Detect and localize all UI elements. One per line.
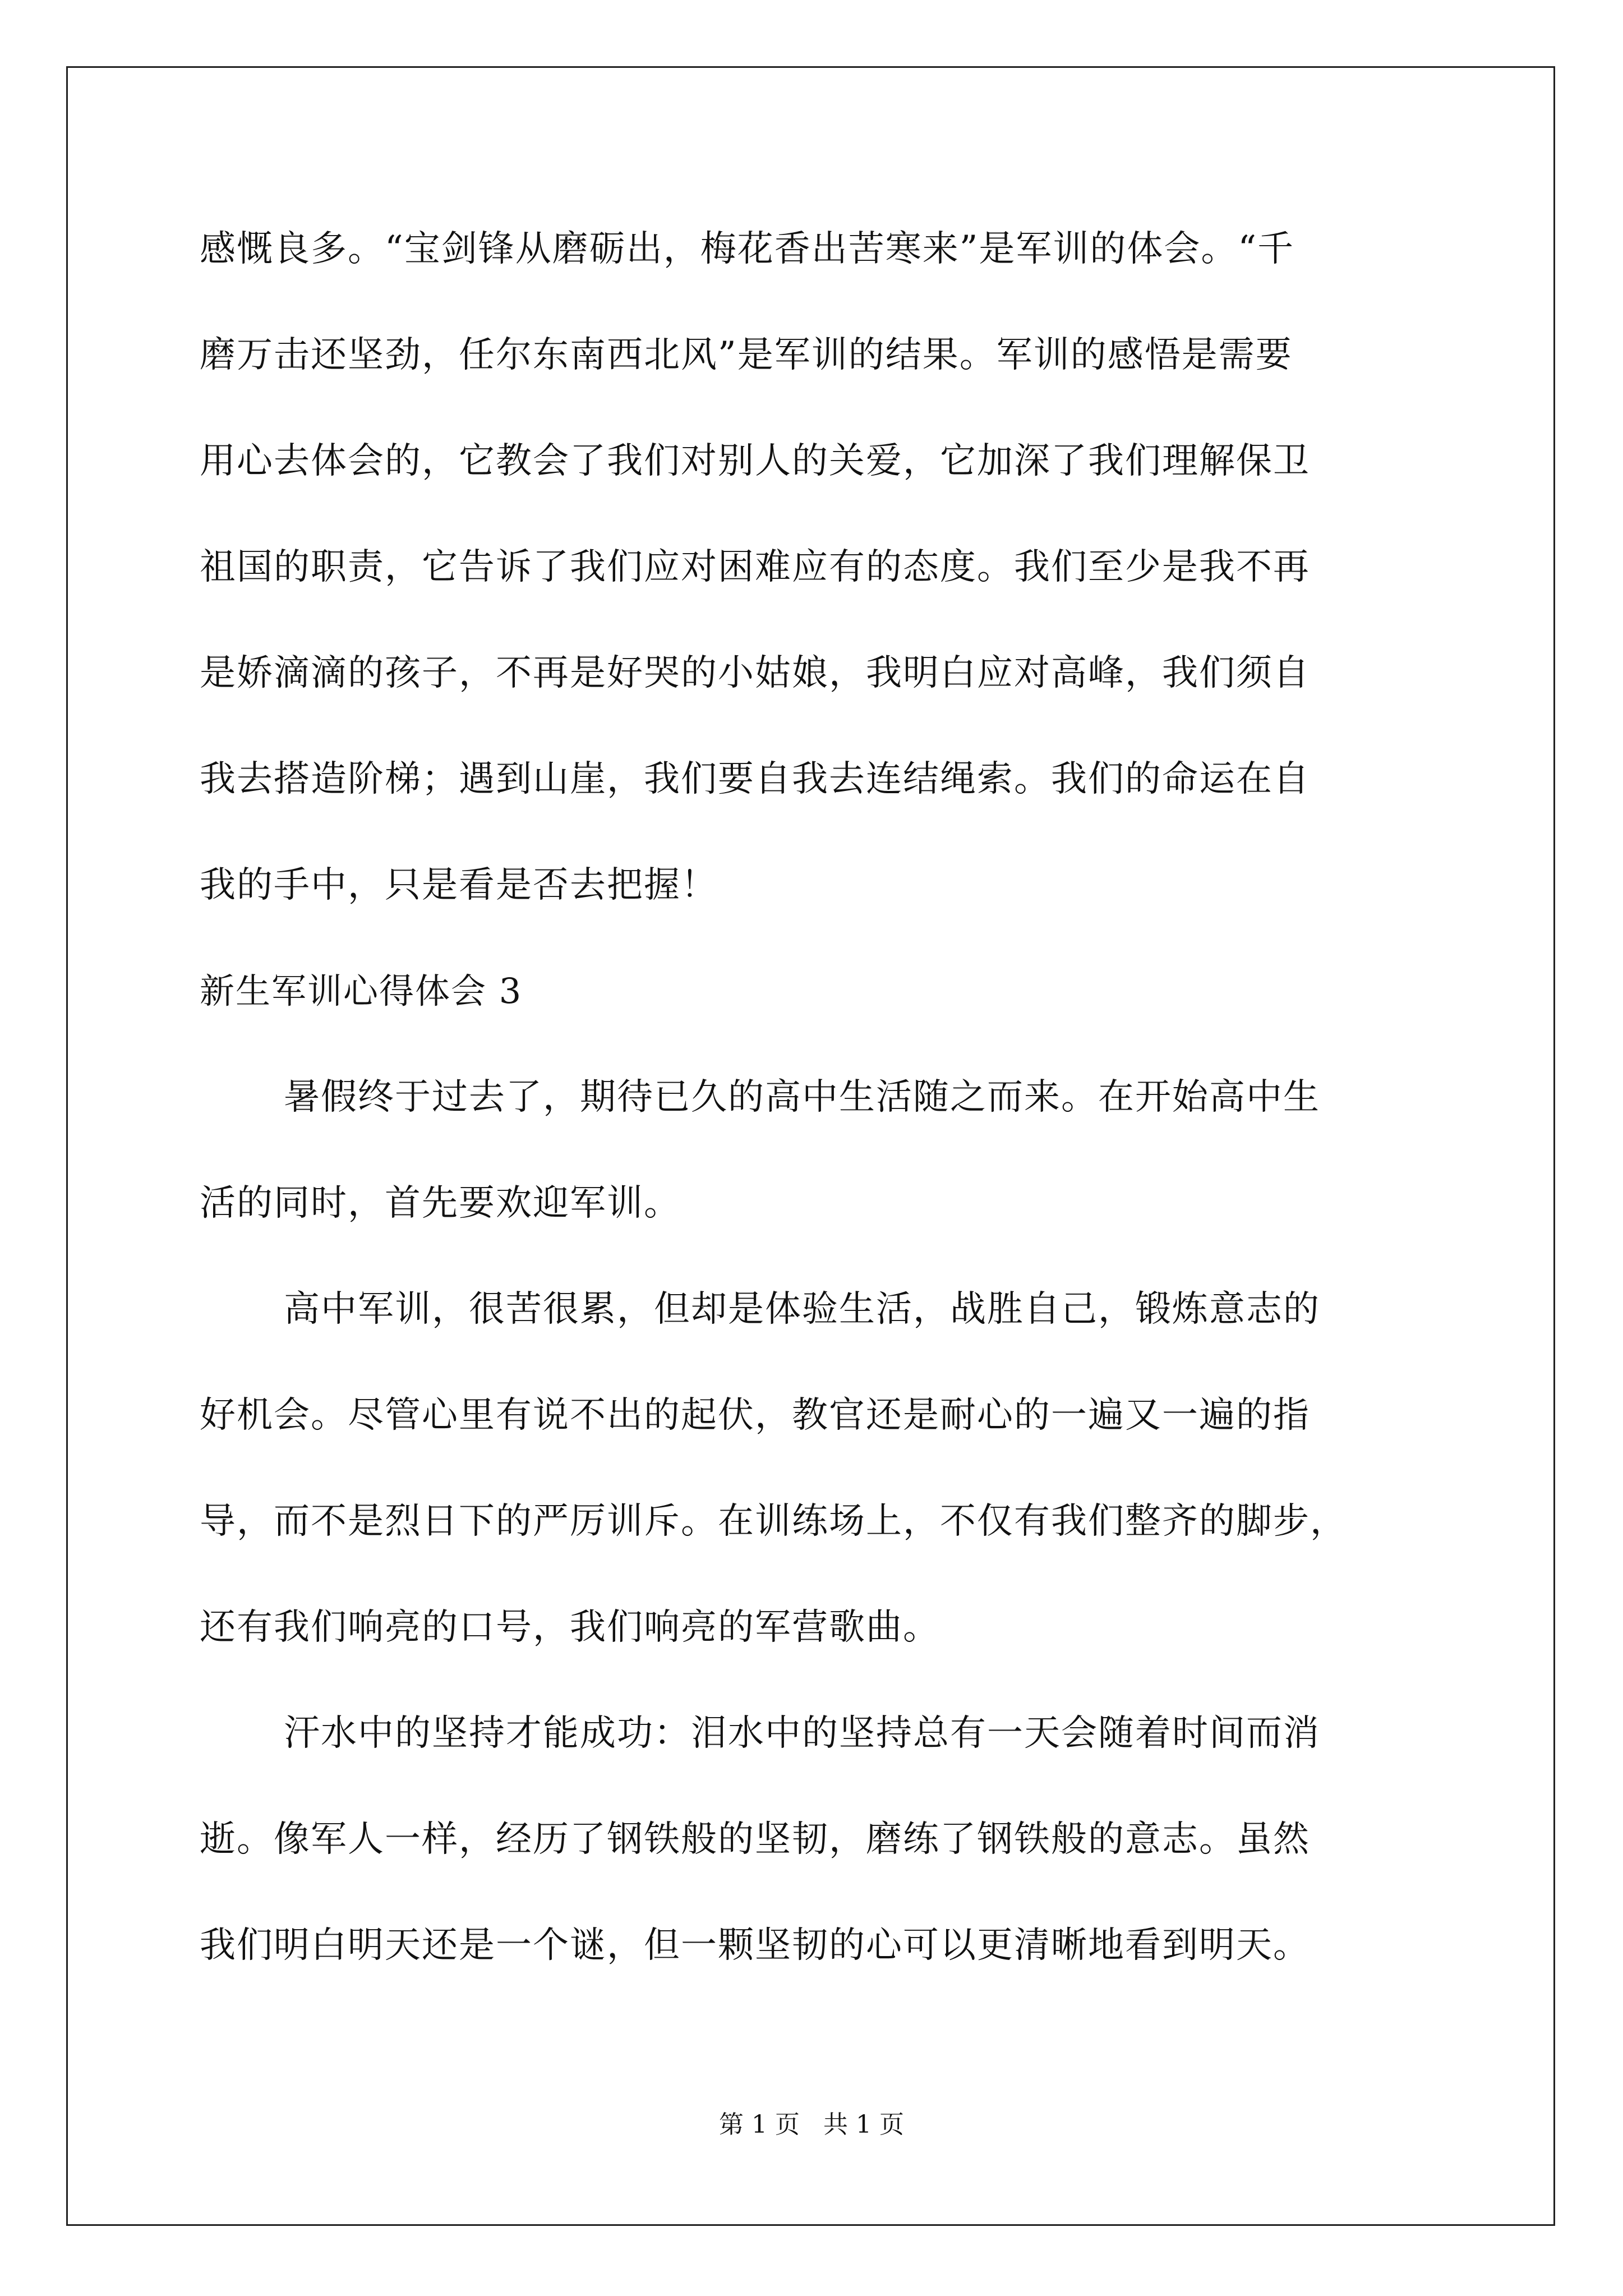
section-heading: 新生军训心得体会 3 [200,970,523,1011]
body-line: 磨万击还坚劲，任尔东南西北风”是军训的结果。军训的感悟是需要 [200,334,1293,376]
body-line: 逝。像军人一样，经历了钢铁般的坚韧，磨练了钢铁般的意志。虽然 [200,1819,1310,1860]
body-line: 还有我们响亮的口号，我们响亮的军营歌曲。 [200,1607,940,1648]
paragraph-first-line: 高中军训，很苦很累，但却是体验生活，战胜自己，锻炼意志的 [284,1289,1320,1330]
body-line: 我们明白明天还是一个谜，但一颗坚韧的心可以更清晰地看到明天。 [200,1925,1310,1966]
body-line: 好机会。尽管心里有说不出的起伏，教官还是耐心的一遍又一遍的指 [200,1395,1310,1436]
paragraph-first-line: 汗水中的坚持才能成功：泪水中的坚持总有一天会随着时间而消 [284,1713,1320,1754]
page-footer: 第 1 页 共 1 页 [719,2110,904,2139]
paragraph-first-line: 暑假终于过去了，期待已久的高中生活随之而来。在开始高中生 [284,1076,1320,1118]
body-line: 活的同时，首先要欢迎军训。 [200,1182,681,1224]
body-line: 导，而不是烈日下的严厉训斥。在训练场上，不仅有我们整齐的脚步， [200,1501,1347,1542]
body-line: 用心去体会的，它教会了我们对别人的关爱，它加深了我们理解保卫 [200,440,1310,482]
page-border [66,66,1555,2226]
body-line: 是娇滴滴的孩子，不再是好哭的小姑娘，我明白应对高峰，我们须自 [200,652,1310,694]
body-line: 感慨良多。“宝剑锋从磨砺出，梅花香出苦寒来”是军训的体会。“千 [200,228,1295,270]
body-line: 我的手中，只是看是否去把握！ [200,864,718,906]
body-line: 我去搭造阶梯；遇到山崖，我们要自我去连结绳索。我们的命运在自 [200,758,1310,800]
body-line: 祖国的职责，它告诉了我们应对困难应有的态度。我们至少是我不再 [200,546,1310,588]
